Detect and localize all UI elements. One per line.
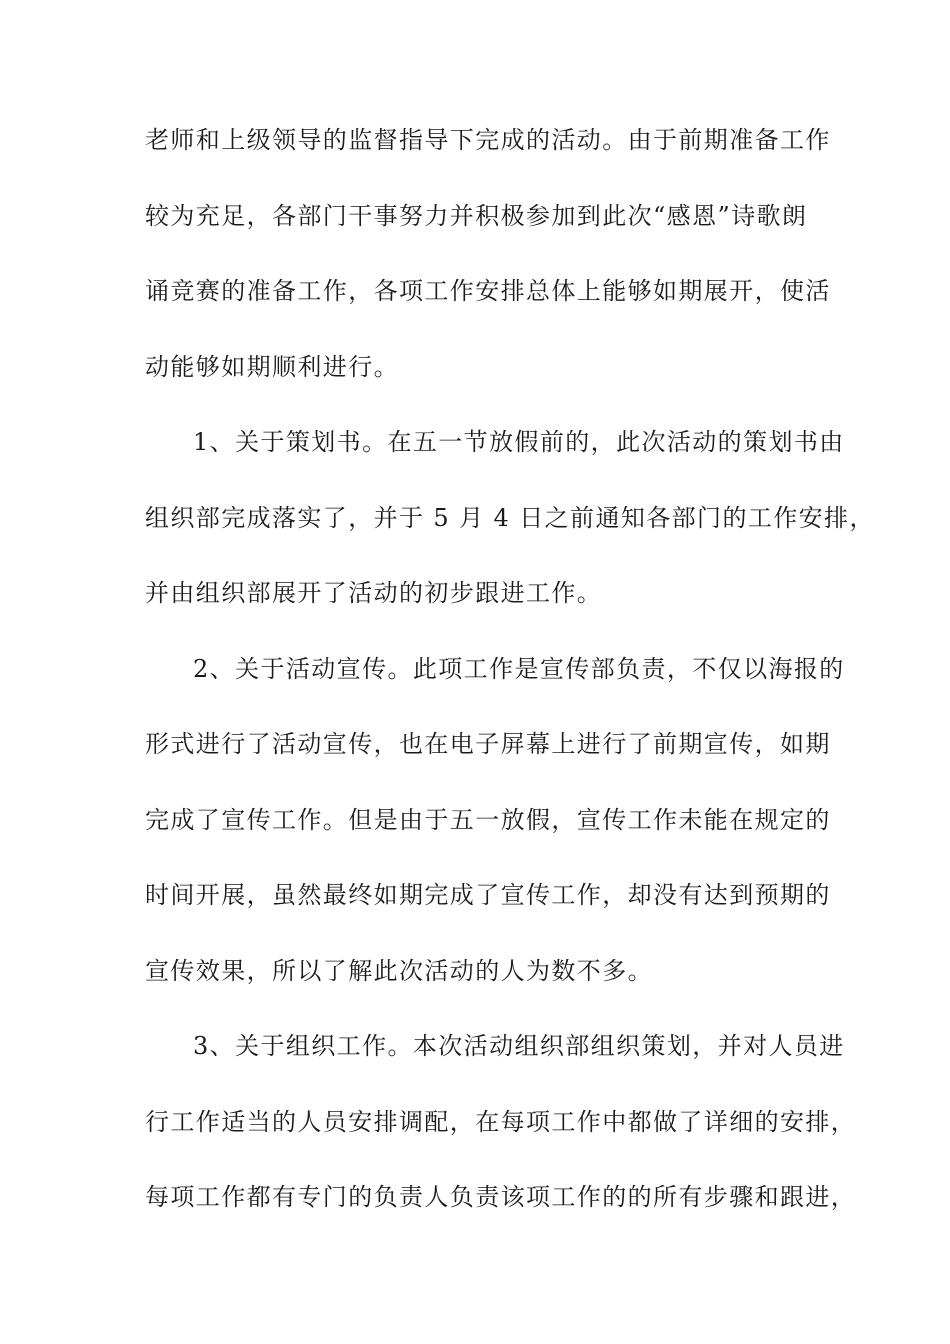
paragraph-first-line: 2、关于活动宣传。此项工作是宣传部负责，不仅以海报的 [193,654,845,683]
paragraph-first-line: 1、关于策划书。在五一节放假前的，此次活动的策划书由 [193,428,845,456]
document-body [145,126,875,1261]
body-line: 每项工作都有专门的负责人负责该项工作的的所有步骤和跟进， [145,1183,857,1211]
body-line: 行工作适当的人员安排调配，在每项工作中都做了详细的安排， [145,1107,857,1136]
body-line: 完成了宣传工作。但是由于五一放假，宣传工作未能在规定的 [145,805,831,834]
body-line: 形式进行了活动宣传，也在电子屏幕上进行了前期宣传，如期 [145,730,831,758]
body-line: 老师和上级领导的监督指导下完成的活动。由于前期准备工作 [145,126,831,154]
paragraph-first-line: 3、关于组织工作。本次活动组织部组织策划，并对人员进 [193,1032,845,1060]
body-line: 动能够如期顺利进行。 [145,352,399,381]
body-line: 时间开展，虽然最终如期完成了宣传工作，却没有达到预期的 [145,881,831,909]
body-line: 较为充足，各部门干事努力并积极参加到此次“感恩”诗歌朗 [145,201,808,230]
body-line: 并由组织部展开了活动的初步跟进工作。 [145,579,603,607]
body-line: 宣传效果，所以了解此次活动的人为数不多。 [145,956,653,985]
body-line: 组织部完成落实了，并于 5 月 4 日之前通知各部门的工作安排， [145,503,875,532]
body-line: 诵竞赛的准备工作，各项工作安排总体上能够如期展开，使活 [145,277,831,305]
